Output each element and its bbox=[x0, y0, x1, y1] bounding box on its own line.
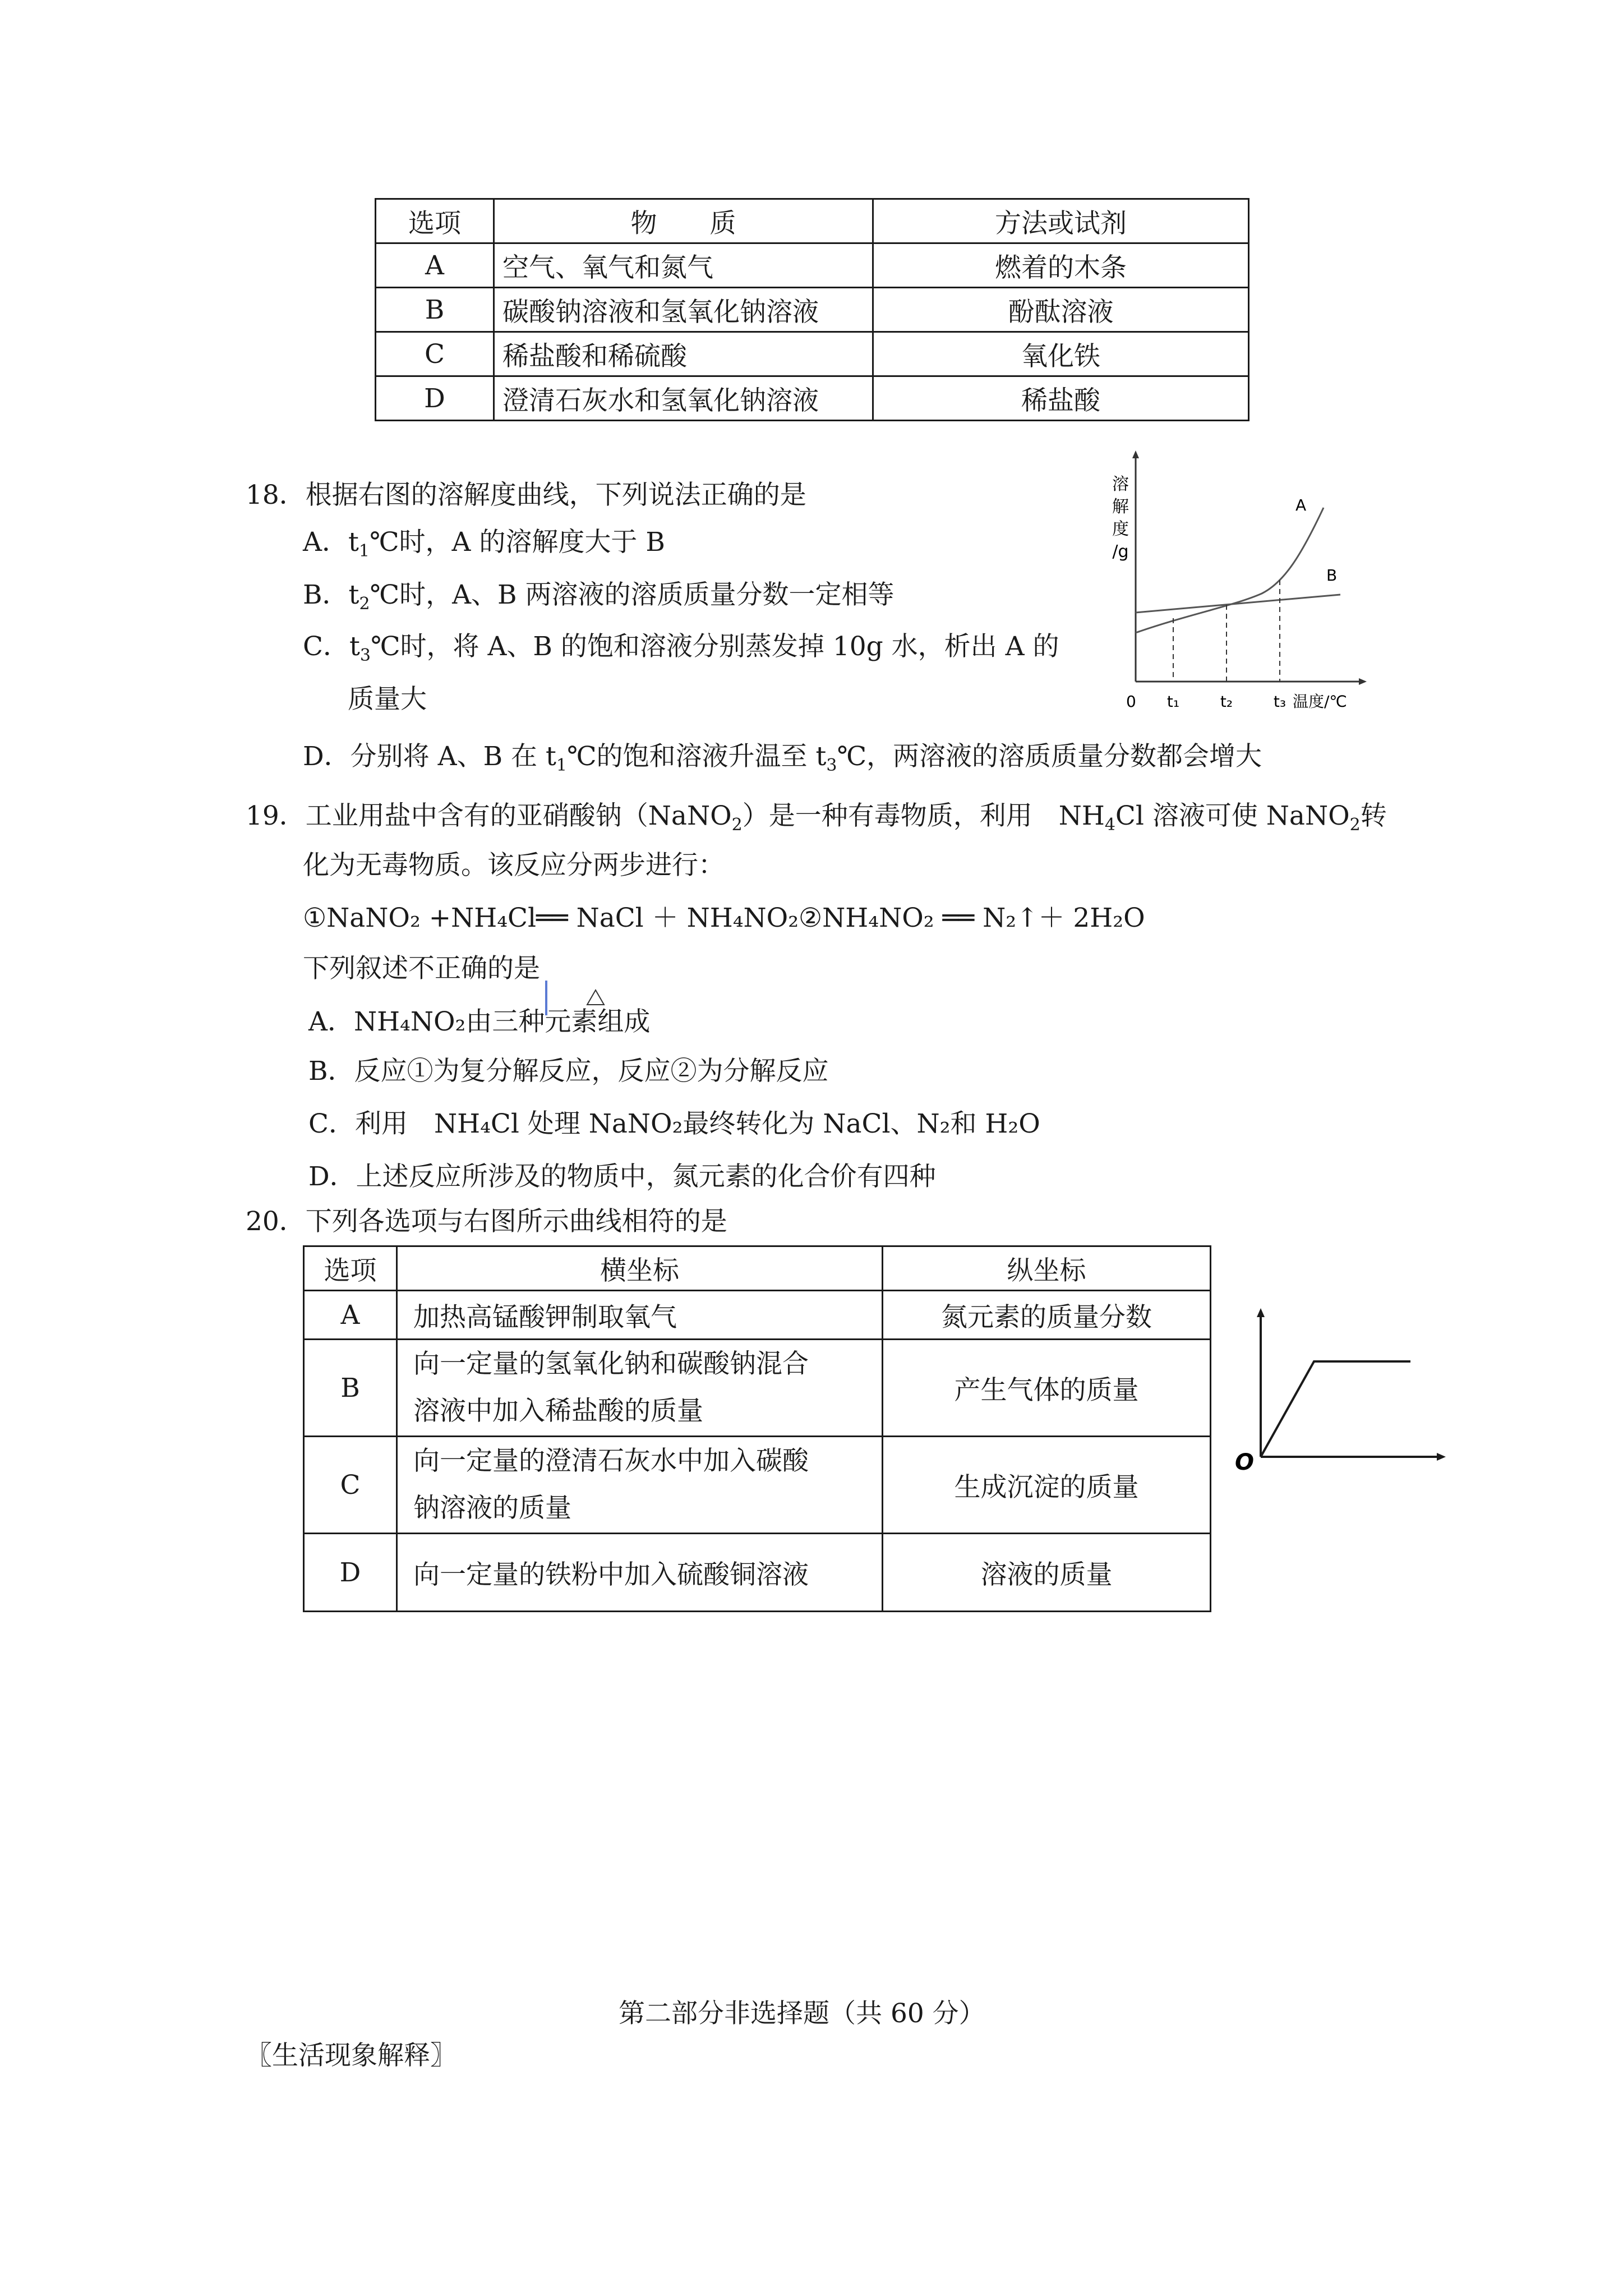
series-b-line bbox=[1136, 595, 1340, 613]
q19-line4: 下列叙述不正确的是 bbox=[303, 953, 540, 984]
q19-equation: ①NaNO₂ +NH₄Cl══ NaCl ＋ NH₄NO₂②NH₄NO₂ ══ N₂↑＋ 2H₂O bbox=[303, 903, 1145, 933]
table-cell: B bbox=[376, 288, 494, 332]
table-2-header-cell: 横坐标 bbox=[397, 1246, 883, 1291]
table-cell: D bbox=[304, 1534, 397, 1612]
q18-b-text: B．t bbox=[303, 579, 359, 610]
table-cell: 加热高锰酸钾制取氧气 bbox=[397, 1291, 883, 1340]
tick-t1: t₁ bbox=[1166, 692, 1180, 711]
q19-sub: 2 bbox=[731, 815, 743, 835]
table-cell: 空气、氧气和氮气 bbox=[494, 243, 873, 288]
table-2-header-cell: 纵坐标 bbox=[883, 1246, 1211, 1291]
q19-line1 bbox=[246, 799, 1387, 842]
curve-line bbox=[1261, 1361, 1410, 1457]
table-1-header-cell: 选项 bbox=[376, 199, 494, 243]
table-cell: 生成沉淀的质量 bbox=[883, 1437, 1211, 1534]
cell-line: 向一定量的氢氧化钠和碳酸钠混合 bbox=[413, 1349, 809, 1379]
cell-line: 钠溶液的质量 bbox=[413, 1493, 571, 1524]
q18-option-d bbox=[303, 740, 1262, 783]
q19-option-a: A．NH₄NO₂由三种元素组成 bbox=[308, 1006, 651, 1037]
series-a-curve bbox=[1136, 508, 1324, 633]
q18-d-text-2: ℃的饱和溶液升温至 t bbox=[566, 741, 827, 772]
series-b-label: B bbox=[1326, 566, 1338, 585]
table-row bbox=[304, 1534, 1211, 1612]
table-cell: 溶液的质量 bbox=[883, 1534, 1211, 1612]
q18-b-sub: 2 bbox=[359, 594, 370, 614]
q18-c-sub: 3 bbox=[359, 646, 371, 665]
q18-option-c bbox=[303, 630, 1059, 673]
q19-text-4: 转 bbox=[1360, 800, 1387, 831]
table-row bbox=[304, 1291, 1211, 1340]
table-1 bbox=[375, 198, 1249, 421]
origin-label: 0 bbox=[1126, 692, 1136, 711]
q20-curve-diagram bbox=[1228, 1301, 1453, 1487]
table-row bbox=[304, 1340, 1211, 1437]
x-axis-label: 温度/℃ bbox=[1293, 692, 1347, 711]
q18-a-sub: 1 bbox=[358, 541, 370, 561]
table-row bbox=[304, 1437, 1211, 1534]
q19-option-b: B．反应①为复分解反应，反应②为分解反应 bbox=[308, 1056, 829, 1087]
table-row bbox=[376, 332, 1249, 376]
series-a-label: A bbox=[1295, 496, 1307, 514]
table-cell: 稀盐酸和稀硫酸 bbox=[494, 332, 873, 376]
table-1-header-cell: 方法或试剂 bbox=[873, 199, 1249, 243]
q18-d-sub: 1 bbox=[556, 756, 567, 775]
y-axis-label: 溶 bbox=[1112, 475, 1129, 494]
q19-text-2: ）是一种有毒物质，利用 NH bbox=[742, 800, 1105, 831]
q19-sub-2: 4 bbox=[1104, 815, 1115, 835]
table-2-header bbox=[304, 1246, 1211, 1291]
table-cell: 碳酸钠溶液和氢氧化钠溶液 bbox=[494, 288, 873, 332]
table-cell bbox=[397, 1437, 883, 1534]
table-cell: 澄清石灰水和氢氧化钠溶液 bbox=[494, 376, 873, 421]
table-cell: 氮元素的质量分数 bbox=[883, 1291, 1211, 1340]
table-cell: C bbox=[376, 332, 494, 376]
table-cell: 燃着的木条 bbox=[873, 243, 1249, 288]
table-cell: A bbox=[304, 1291, 397, 1340]
q18-a-text: A．t bbox=[303, 527, 359, 558]
q18-stem: 18．根据右图的溶解度曲线，下列说法正确的是 bbox=[246, 480, 806, 510]
q18-d-text-3: ℃，两溶液的溶质质量分数都会增大 bbox=[837, 741, 1262, 772]
table-cell: 氧化铁 bbox=[873, 332, 1249, 376]
q18-d-text: D．分别将 A、B 在 t bbox=[303, 741, 556, 772]
cell-line: 向一定量的澄清石灰水中加入碳酸 bbox=[413, 1446, 809, 1476]
table-cell: 向一定量的铁粉中加入硫酸铜溶液 bbox=[397, 1534, 883, 1612]
table-1-header bbox=[376, 199, 1249, 243]
q19-option-d: D．上述反应所涉及的物质中，氮元素的化合价有四种 bbox=[308, 1161, 936, 1192]
q19-line2: 化为无毒物质。该反应分两步进行： bbox=[303, 850, 725, 881]
q19-text-3: Cl 溶液可使 NaNO bbox=[1115, 800, 1350, 831]
section-title: 第二部分非选择题（共 60 分） bbox=[619, 1998, 985, 2029]
table-cell: 产生气体的质量 bbox=[883, 1340, 1211, 1437]
q20-stem: 20．下列各选项与右图所示曲线相符的是 bbox=[246, 1206, 727, 1237]
q18-b-text-2: ℃时，A、B 两溶液的溶质质量分数一定相等 bbox=[370, 579, 895, 610]
table-2-header-cell: 选项 bbox=[304, 1246, 397, 1291]
tick-t2: t₂ bbox=[1220, 692, 1233, 711]
origin-label: O bbox=[1235, 1450, 1255, 1475]
tick-t3: t₃ bbox=[1273, 692, 1287, 711]
table-cell: 稀盐酸 bbox=[873, 376, 1249, 421]
table-2 bbox=[303, 1245, 1211, 1612]
table-cell: B bbox=[304, 1340, 397, 1437]
q18-c-text: C．t bbox=[303, 631, 360, 662]
q19-text: 19．工业用盐中含有的亚硝酸钠（NaNO bbox=[246, 800, 732, 831]
table-1-header-cell: 物 质 bbox=[494, 199, 873, 243]
q18-option-b bbox=[303, 578, 895, 621]
table-row bbox=[376, 288, 1249, 332]
q18-d-sub-2: 3 bbox=[826, 756, 837, 775]
q18-option-a bbox=[303, 526, 665, 568]
q18-option-c-line2: 质量大 bbox=[348, 684, 427, 715]
cell-line: 溶液中加入稀盐酸的质量 bbox=[413, 1396, 703, 1427]
y-axis-label: 解 bbox=[1112, 497, 1129, 517]
y-axis-label: /g bbox=[1112, 542, 1129, 562]
table-cell: A bbox=[376, 243, 494, 288]
solubility-chart bbox=[1099, 443, 1391, 724]
table-cell: 酚酞溶液 bbox=[873, 288, 1249, 332]
table-row bbox=[376, 243, 1249, 288]
q18-c-text-2: ℃时，将 A、B 的饱和溶液分别蒸发掉 10g 水，析出 A 的 bbox=[370, 631, 1059, 662]
section-subtitle: 〖生活现象解释〗 bbox=[246, 2040, 457, 2071]
q18-a-text-2: ℃时，A 的溶解度大于 B bbox=[369, 527, 665, 558]
table-row bbox=[376, 376, 1249, 421]
table-cell: C bbox=[304, 1437, 397, 1534]
q19-option-c: C．利用 NH₄Cl 处理 NaNO₂最终转化为 NaCl、N₂和 H₂O bbox=[308, 1108, 1040, 1139]
table-cell bbox=[397, 1340, 883, 1437]
y-axis-label: 度 bbox=[1112, 519, 1129, 539]
triangle-icon bbox=[585, 988, 606, 1006]
table-cell: D bbox=[376, 376, 494, 421]
q19-sub-3: 2 bbox=[1349, 815, 1361, 835]
